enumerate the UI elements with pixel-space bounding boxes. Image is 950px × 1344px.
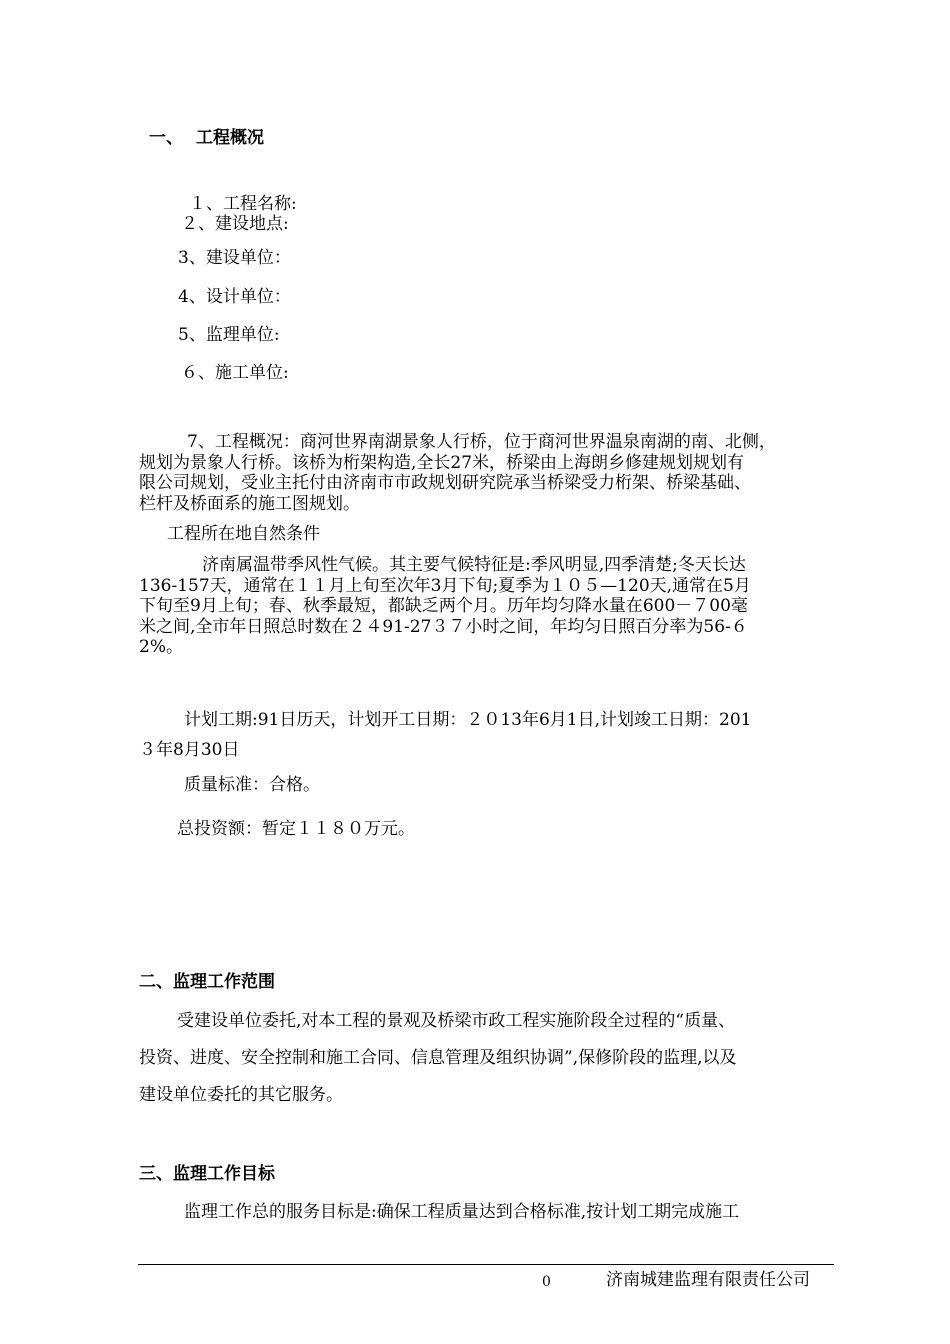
climate-line: 136-157天，通常在１１月上旬至次年3月下旬;夏季为１０５—120天,通常在5月 bbox=[139, 575, 751, 596]
scope-line: 建设单位委托的其它服务。 bbox=[139, 1085, 343, 1105]
climate-paragraph bbox=[139, 555, 839, 658]
climate-line: 米之间,全市年日照总时数在２４91-27３７小时之间，年均匀日照百分率为56-６ bbox=[139, 616, 748, 637]
climate-line: 济南属温带季风性气候。其主要气候特征是:季风明显,四季清楚;冬天长达 bbox=[202, 555, 746, 575]
natural-conditions-title: 工程所在地自然条件 bbox=[167, 524, 320, 544]
total-investment: 总投资额：暂定１１８０万元。 bbox=[177, 819, 415, 839]
scope-line: 投资、进度、安全控制和施工合同、信息管理及组织协调”,保修阶段的监理,以及 bbox=[139, 1048, 737, 1068]
overview-line: 7、工程概况：商河世界南湖景象人行桥，位于商河世界温泉南湖的南、北侧， bbox=[187, 432, 776, 452]
section-3-heading: 三、监理工作目标 bbox=[139, 1164, 275, 1184]
overview-line: 限公司规划，受业主托付由济南市市政规划研究院承当桥梁受力桁架、桥梁基础、 bbox=[139, 473, 751, 493]
item-project-name: １、工程名称: bbox=[189, 194, 297, 214]
climate-line: 下旬至9月上旬；春、秋季最短，都缺乏两个月。历年均匀降水量在600－７00毫 bbox=[139, 596, 748, 616]
item-supervisor: 5、监理单位: bbox=[178, 325, 280, 345]
quality-standard: 质量标准：合格。 bbox=[184, 775, 320, 795]
section-2-heading: 二、监理工作范围 bbox=[139, 972, 275, 992]
section-1-heading: 工程概况 bbox=[196, 128, 264, 148]
climate-line: 2%。 bbox=[139, 637, 183, 657]
overview-line: 栏杆及桥面系的施工图规划。 bbox=[139, 493, 360, 514]
scope-paragraph bbox=[139, 1003, 839, 1114]
page-number: 0 bbox=[542, 1274, 551, 1290]
overview-paragraph bbox=[139, 432, 839, 514]
objective-line: 监理工作总的服务目标是:确保工程质量达到合格标准,按计划工期完成施工 bbox=[184, 1202, 740, 1222]
scope-line: 受建设单位委托,对本工程的景观及桥梁市政工程实施阶段全过程的“质量、 bbox=[177, 1011, 736, 1031]
overview-line: 规划为景象人行桥。该桥为桁架构造,全长27米，桥梁由上海朗乡修建规划规划有 bbox=[139, 452, 745, 473]
schedule-line-1: 计划工期:91日历天，计划开工日期：２０13年6月1日,计划竣工日期：201 bbox=[184, 710, 752, 730]
item-designer: 4、设计单位： bbox=[178, 287, 291, 307]
item-contractor: ６、施工单位: bbox=[181, 363, 289, 383]
schedule-line-2: ３年8月30日 bbox=[139, 740, 240, 760]
footer-rule bbox=[138, 1264, 834, 1265]
item-owner: 3、建设单位： bbox=[178, 248, 291, 268]
item-location: ２、建设地点: bbox=[181, 214, 289, 234]
footer-company: 济南城建监理有限责任公司 bbox=[606, 1270, 810, 1290]
section-1-number: 一、 bbox=[149, 128, 183, 148]
